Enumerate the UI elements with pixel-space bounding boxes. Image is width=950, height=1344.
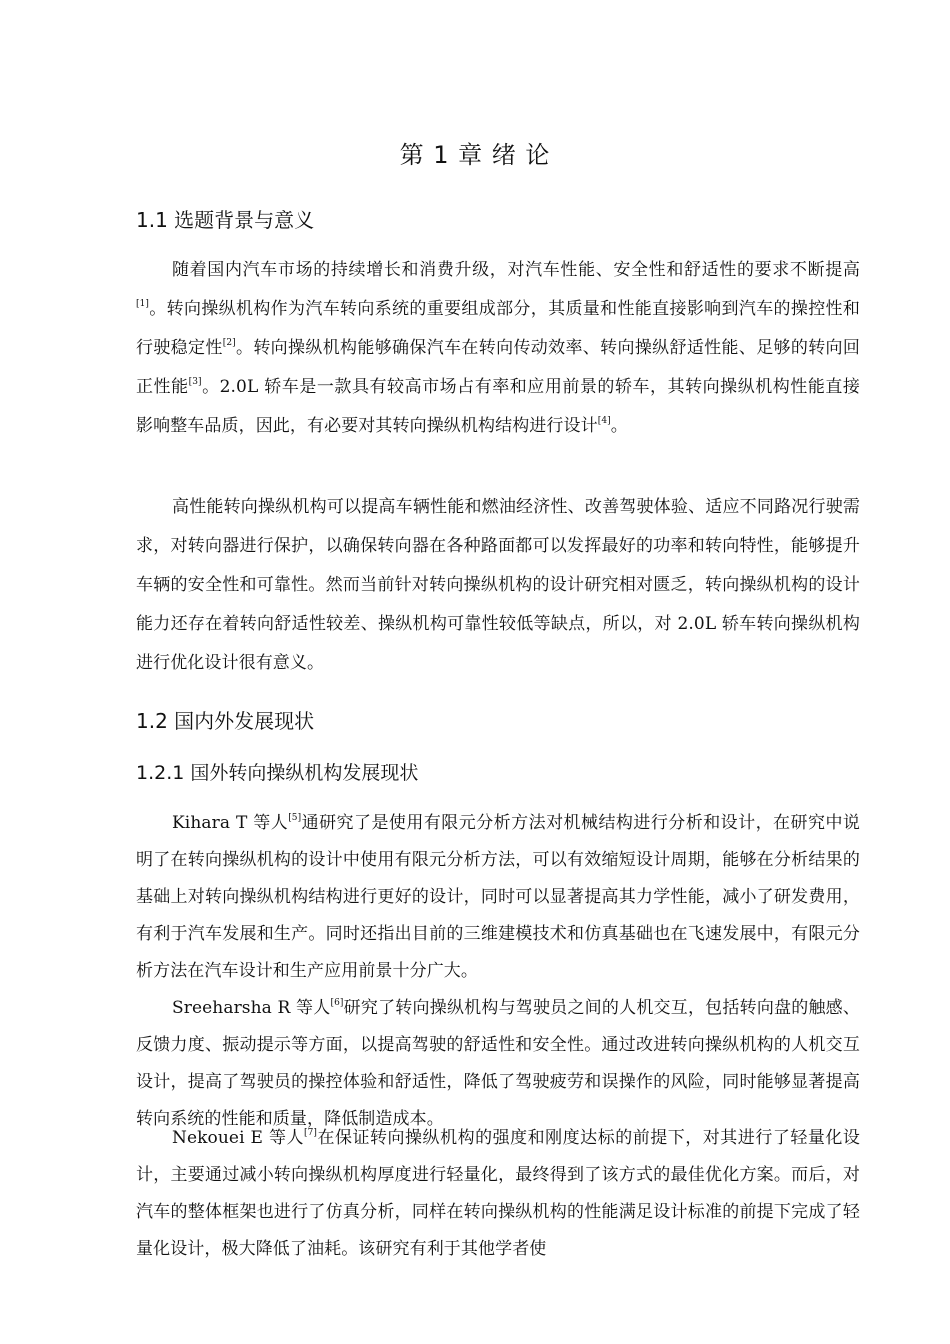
citation-ref-5[interactable]: [5] [288,813,302,824]
citation-ref-7[interactable]: [7] [304,1128,318,1139]
paragraph-text: 研究了转向操纵机构与驾驶员之间的人机交互，包括转向盘的触感、反馈力度、振动提示等方面，以提高驾驶的舒适性和安全性。通过改进转向操纵机构的人机交互设计，提高了驾驶员的操控体验和舒适性，降低了驾驶疲劳和误操作的风险，同时能够显著提高转向系统的性能和质量，降低制造成本。 [136,998,860,1129]
paragraph-background-2: 高性能转向操纵机构可以提高车辆性能和燃油经济性、改善驾驶体验、适应不同路况行驶需求，对转向器进行保护，以确保转向器在各种路面都可以发挥最好的功率和转向特性，能够提升车辆的安全性和可靠性。然而当前针对转向操纵机构的设计研究相对匮乏，转向操纵机构的设计能力还存在着转向舒适性较差、操纵机构可靠性较低等缺点，所以，对 2.0L 轿车转向操纵机构进行优化设计很有意义。 [136,497,860,673]
paragraph-nekouei [136,1120,860,1268]
paragraph-text: 在保证转向操纵机构的强度和刚度达标的前提下，对其进行了轻量化设计，主要通过减小转向操纵机构厚度进行轻量化，最终得到了该方式的最佳优化方案。而后，对汽车的整体框架也进行了仿真分析，同样在转向操纵机构的性能满足设计标准的前提下完成了轻量化设计，极大降低了油耗。该研究有利于其他学者使 [136,1128,860,1259]
paragraph-text: 。2.0L 轿车是一款具有较高市场占有率和应用前景的轿车，其转向操纵机构性能直接影响整车品质，因此，有必要对其转向操纵机构结构进行设计 [136,377,860,436]
citation-ref-1[interactable]: [1] [136,299,150,310]
paragraph-text: 随着国内汽车市场的持续增长和消费升级，对汽车性能、安全性和舒适性的要求不断提高 [172,260,860,280]
citation-ref-2[interactable]: [2] [222,338,236,349]
chapter-title: 第 1 章 绪 论 [399,141,551,170]
section-heading-1-2: 1.2 国内外发展现状 [136,709,315,733]
section-heading-1-1: 1.1 选题背景与意义 [136,208,315,232]
paragraph-background-1 [136,251,860,446]
author-name: Nekouei E 等人 [172,1128,304,1148]
paragraph-text: 通研究了是使用有限元分析方法对机械结构进行分析和设计，在研究中说明了在转向操纵机构的设计中使用有限元分析方法，可以有效缩短设计周期，能够在分析结果的基础上对转向操纵机构结构进行更好的设计，同时可以显著提高其力学性能，减小了研发费用，有利于汽车发展和生产。同时还指出目前的三维建模技术和仿真基础也在飞速发展中，有限元分析方法在汽车设计和生产应用前景十分广大。 [136,813,861,981]
paragraph-sreeharsha [136,990,860,1138]
subsection-heading-1-2-1: 1.2.1 国外转向操纵机构发展现状 [136,762,419,784]
citation-ref-6[interactable]: [6] [330,998,344,1009]
author-name: Kihara T 等人 [172,813,289,833]
paragraph-kihara [136,805,860,990]
paragraph-text: 。转向操纵机构作为汽车转向系统的重要组成部分，其质量和性能直接影响到汽车的操控性和行驶稳定性 [136,299,860,358]
citation-ref-3[interactable]: [3] [188,377,202,388]
paragraph-text: 。转向操纵机构能够确保汽车在转向传动效率、转向操纵舒适性能、足够的转向回正性能 [136,338,860,397]
citation-ref-4[interactable]: [4] [597,416,611,427]
author-name: Sreeharsha R 等人 [172,998,331,1018]
paragraph-text: 。 [610,416,628,436]
